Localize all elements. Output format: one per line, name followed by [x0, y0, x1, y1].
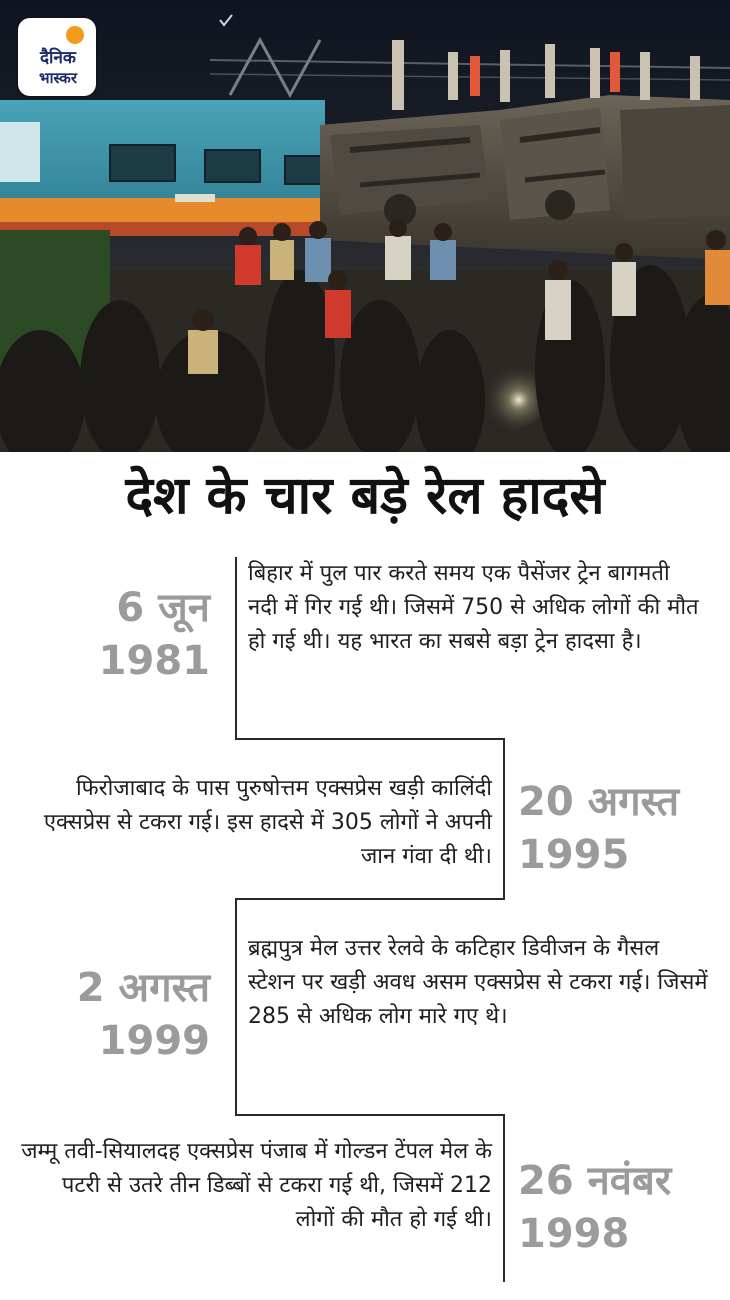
timeline-date-4-daymonth: 26 नवंबर [518, 1158, 672, 1204]
timeline-event-4: जम्मू तवी-सियालदह एक्सप्रेस पंजाब में गोल्डन टेंपल मेल के पटरी से उतरे तीन डिब्बों से टकरा गई थी, जिसमें 212 लोगों की मौत हो गई थी। [21, 1139, 492, 1233]
timeline-date-4-year: 1998 [518, 1210, 630, 1257]
timeline-date-3 [12, 962, 210, 1068]
accident-scene-illustration [0, 0, 730, 452]
timeline-segment-1-vertical [235, 557, 237, 740]
timeline-date-3-year: 1999 [98, 1017, 210, 1064]
logo-text-line1: दैनिक [40, 48, 76, 68]
timeline-segment-1-horizontal [235, 738, 505, 740]
timeline-event-1: बिहार में पुल पार करते समय एक पैसेंजर ट्रेन बागमती नदी में गिर गई थी। जिसमें 750 से अधिक लोगों की मौत हो गई थी। यह भारत का सबसे बड़ा ट्रेन हादसा है। [248, 561, 699, 655]
timeline-date-1 [20, 582, 210, 688]
timeline-date-2-year: 1995 [518, 831, 630, 878]
timeline-date-1-year: 1981 [98, 637, 210, 684]
timeline-date-2-daymonth: 20 अगस्त [518, 779, 680, 825]
timeline-date-4 [518, 1155, 723, 1261]
timeline-event-3: ब्रह्मपुत्र मेल उत्तर रेलवे के कटिहार डिवीजन के गैसल स्टेशन पर खड़ी अवध असम एक्सप्रेस से टकरा गई। जिसमें 285 से अधिक लोग मारे गए थे। [248, 936, 708, 1030]
timeline-date-1-daymonth: 6 जून [116, 585, 210, 631]
timeline-date-2 [518, 776, 723, 882]
timeline-segment-3-horizontal [235, 1114, 505, 1116]
dainik-bhaskar-logo [18, 18, 96, 96]
page-headline: देश के चार बड़े रेल हादसे [125, 466, 605, 526]
logo-text-line2: भास्कर [39, 69, 77, 87]
timeline-segment-4-vertical [503, 1114, 505, 1282]
timeline-segment-2-horizontal [235, 898, 505, 900]
accident-photo [0, 0, 730, 452]
sun-logo-icon [66, 26, 84, 44]
timeline-segment-2-vertical [503, 738, 505, 900]
timeline-segment-3-vertical [235, 898, 237, 1116]
timeline-date-3-daymonth: 2 अगस्त [76, 965, 210, 1011]
timeline-event-2: फिरोजाबाद के पास पुरुषोत्तम एक्सप्रेस खड़ी कालिंदी एक्सप्रेस से टकरा गई। इस हादसे में 305 लोगों ने अपनी जान गंवा दी थी। [43, 776, 492, 870]
